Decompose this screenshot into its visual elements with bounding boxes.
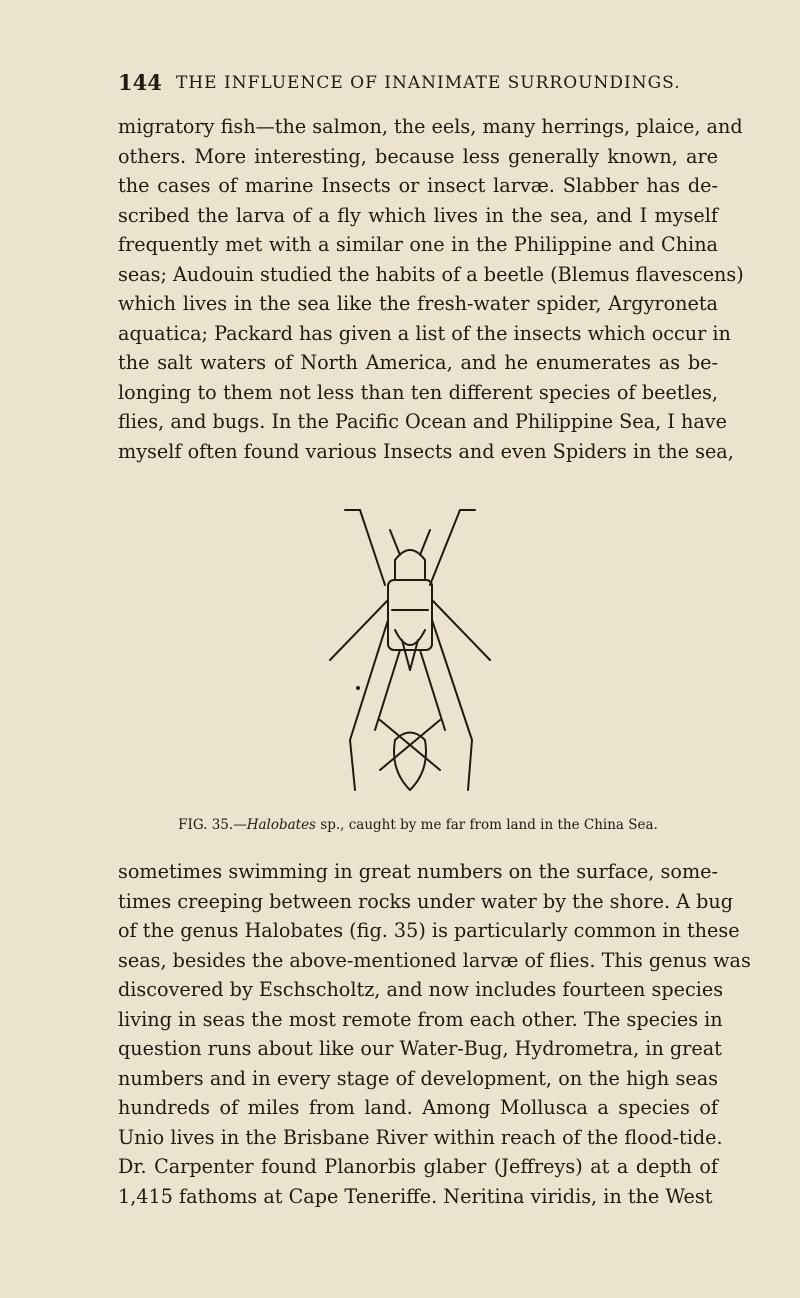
text-line: hundreds of miles from land. Among Mollusca a species of: [118, 1096, 718, 1119]
running-head: THE INFLUENCE OF INANIMATE SURROUNDINGS.: [176, 73, 681, 93]
text-line: the cases of marine Insects or insect larvæ. Slabber has de-: [118, 174, 718, 197]
page-number: 144: [118, 70, 162, 95]
text-line: frequently met with a similar one in the Philippine and China: [118, 233, 718, 256]
text-line: of the genus Halobates (fig. 35) is particularly common in these: [118, 919, 740, 942]
text-line: which lives in the sea like the fresh-water spider, Argyroneta: [118, 292, 718, 315]
text-line: others. More interesting, because less generally known, are: [118, 144, 718, 168]
page-header: [118, 70, 708, 102]
text-line: longing to them not less than ten different species of beetles,: [118, 380, 718, 404]
text-line: sometimes swimming in great numbers on the surface, some-: [118, 860, 718, 883]
text-line: discovered by Eschscholtz, and now includes fourteen species: [118, 978, 724, 1001]
figure-caption: FIG. 35.—Halobates sp., caught by me far from land in the China Sea.: [178, 817, 658, 833]
text-line: question runs about like our Water-Bug, Hydrometra, in great: [118, 1037, 722, 1060]
halobates-illustration: [300, 500, 520, 800]
figure-label: FIG. 35.: [178, 817, 234, 833]
text-line: living in seas the most remote from each other. The species in: [118, 1007, 723, 1031]
text-line: seas, besides the above-mentioned larvæ of flies. This genus was: [118, 948, 751, 972]
caption-text: sp., caught by me far from land in the China Sea.: [316, 817, 658, 833]
text-line: myself often found various Insects and even Spiders in the sea,: [118, 439, 734, 463]
text-line: scribed the larva of a fly which lives in the sea, and I myself: [118, 203, 718, 227]
text-line: times creeping between rocks under water by the shore. A bug: [118, 889, 734, 913]
paragraph-1: [118, 112, 744, 466]
text-line: Dr. Carpenter found Planorbis glaber (Jeffreys) at a depth of: [118, 1155, 718, 1178]
text-line: aquatica; Packard has given a list of the insects which occur in: [118, 321, 731, 345]
text-line: numbers and in every stage of development, on the high seas: [118, 1066, 718, 1090]
text-line: 1,415 fathoms at Cape Teneriffe. Neritina viridis, in the West: [118, 1184, 713, 1208]
text-line: migratory fish—the salmon, the eels, many herrings, plaice, and: [118, 115, 743, 138]
text-line: flies, and bugs. In the Pacific Ocean and Philippine Sea, I have: [118, 410, 727, 433]
text-line: seas; Audouin studied the habits of a beetle (Blemus flavescens): [118, 262, 744, 286]
caption-species: Halobates: [246, 817, 316, 833]
text-line: the salt waters of North America, and he enumerates as be-: [118, 351, 718, 374]
paragraph-2: [118, 857, 751, 1211]
text-line: Unio lives in the Brisbane River within reach of the flood-tide.: [118, 1125, 723, 1149]
